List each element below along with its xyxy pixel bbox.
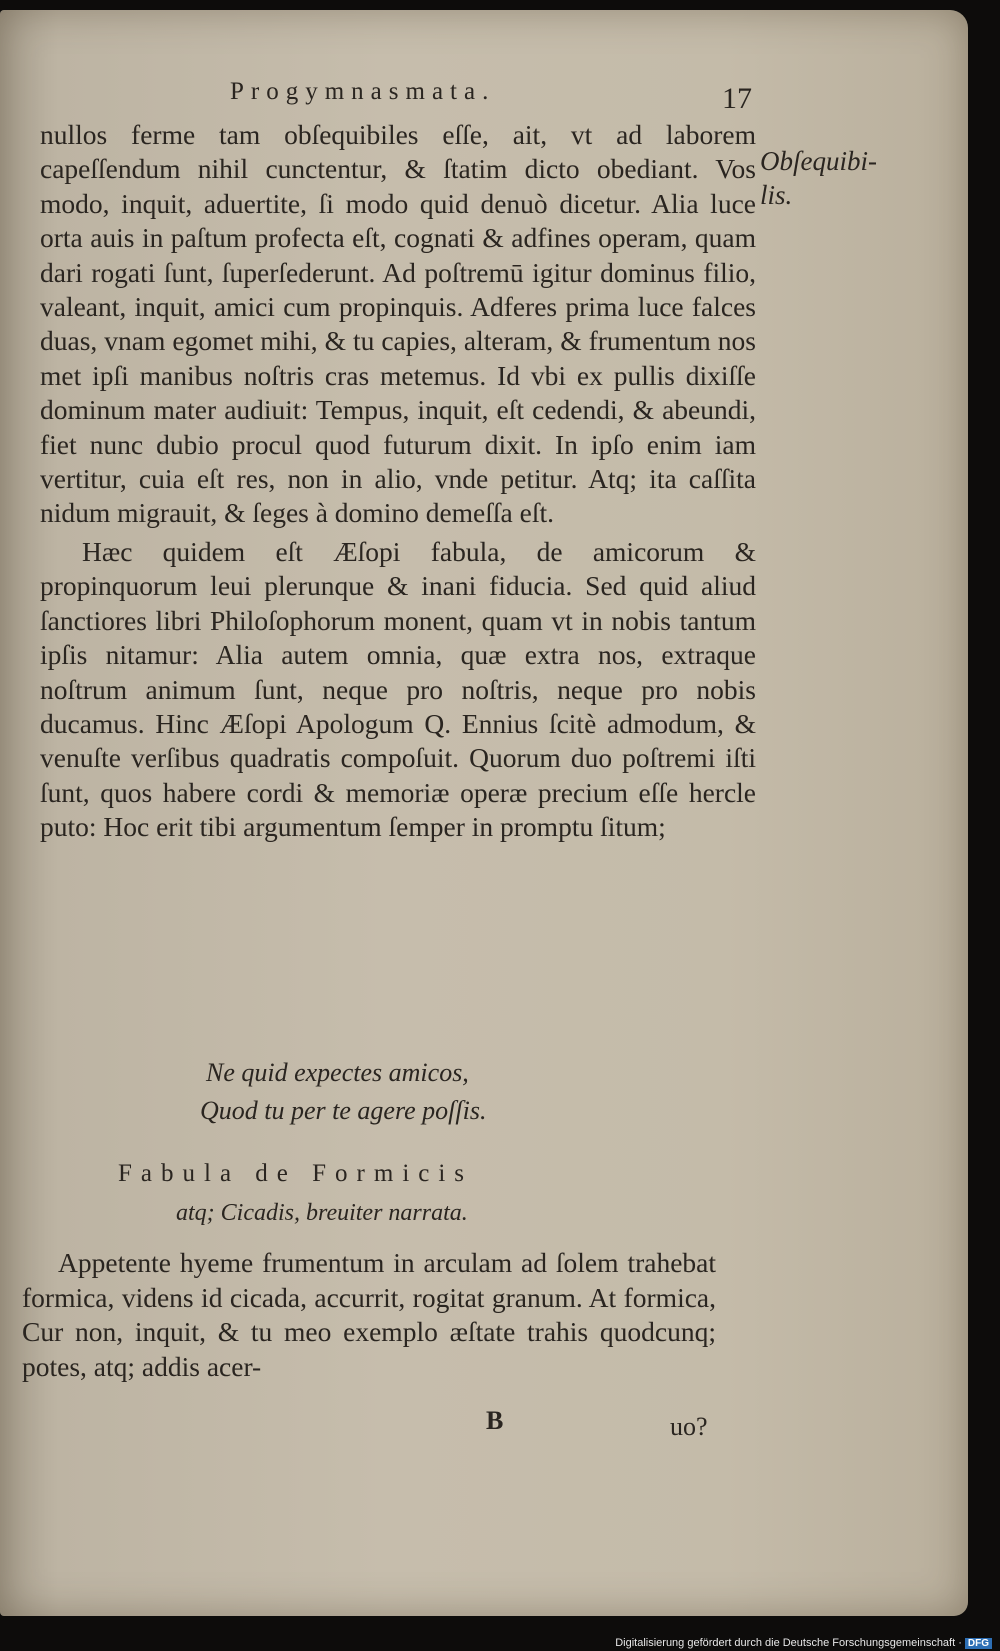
verse-line-1: Ne quid expectes amicos, (206, 1058, 469, 1087)
margin-note (760, 144, 910, 212)
credit-text: Digitalisierung gefördert durch die Deutsche Forschungsgemeinschaft · (615, 1637, 962, 1649)
digitization-credit (615, 1637, 992, 1649)
paragraph-2: Hæc quidem eſt Æſopi fabula, de amicorum & propinquorum leui plerunque & inani fiducia. Sed quid aliud ſanctiores libri Philoſophorum monent, quam vt in nobis tantum ipſis nitamur: Alia autem omnia, quæ extra nos, extraque noſtrum animum ſunt, neque pro noſtris, neque pro nobis ducamus. Hinc Æſopi Apologum Q. Ennius ſcitè admodum, & venuſte verſibus quadratis compoſuit. Quorum duo poſtremi iſti ſunt, quos habere cordi & memoriæ operæ precium eſſe hercle puto: Hoc erit tibi argumentum ſemper in promptu ſitum; (40, 535, 756, 843)
page-number: 17 (722, 82, 752, 115)
fable-paragraph: Appetente hyeme frumentum in arculam ad ſolem trahebat formica, videns id cicada, accurrit, rogitat granum. At formica, Cur non, inquit, & tu meo exemplo æſtate trahis quodcunq; potes, atq; addis acer- (22, 1247, 716, 1382)
main-text (40, 118, 756, 845)
paragraph-1: nullos ferme tam obſequibiles eſſe, ait, vt ad laborem capeſſendum nihil cunctentur, & ſtatim dicto obediant. Vos modo, inquit, aduertite, ſi modo quid denuò dicetur. Alia luce orta auis in paſtum profecta eſt, cognati & adfines operam, quam dari rogati ſunt, ſuperſederunt. Ad poſtremū igitur dominus filio, valeant, inquit, amici cum propinquis. Adferes prima luce falces duas, vnam egomet mihi, & tu capies, alteram, & frumentum nos met ipſi manibus noſtris cras metemus. Id vbi ex pullis dixiſſe dominum mater audiuit: Tempus, inquit, eſt cedendi, & abeundi, fiet nunc dubio procul quod futurum dixit. In ipſo enim iam vertitur, cuia eſt res, non in alio, vnde petitur. Atq; ita caſſita nidum migrauit, & ſeges à domino demeſſa eſt. (40, 119, 756, 529)
margin-note-line-2: lis. (760, 180, 793, 210)
fable-subheading: atq; Cicadis, breuiter narrata. (176, 1200, 468, 1226)
verse-line-2: Quod tu per te agere poſſis. (200, 1096, 487, 1125)
running-head: Progymnasmata. (230, 78, 496, 105)
verse-quote (200, 1054, 487, 1130)
fable-heading: Fabula de Formicis (118, 1160, 474, 1187)
book-page (0, 10, 968, 1616)
signature-mark: B (486, 1406, 504, 1435)
dfg-logo: DFG (965, 1638, 992, 1649)
catchword: uo? (670, 1412, 708, 1441)
margin-note-line-1: Obſequibi- (760, 146, 877, 176)
fable-text (22, 1246, 716, 1384)
